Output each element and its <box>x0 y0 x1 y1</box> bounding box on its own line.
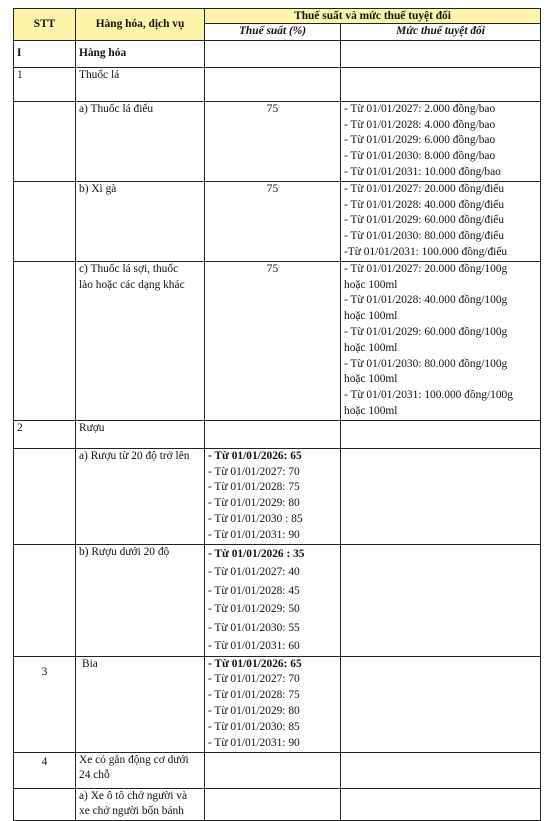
absolute-line: - Từ 01/01/2030: 80.000 đồng/điếu <box>344 230 505 243</box>
stt-cell <box>14 448 76 544</box>
rate-line: - Từ 01/01/2026 : 35 <box>208 547 305 560</box>
rate-cell <box>205 752 341 788</box>
absolute-cell <box>341 420 541 448</box>
table-row <box>14 448 541 544</box>
stt-cell <box>14 261 76 420</box>
stt-cell <box>14 788 76 821</box>
rate-line: - Từ 01/01/2028: 75 <box>208 481 300 494</box>
goods-label-line: c) Thuốc lá sợi, thuốc <box>79 262 179 275</box>
absolute-cell <box>341 261 541 420</box>
absolute-line: hoặc 100ml <box>344 341 398 354</box>
rate-line: - Từ 01/01/2026: 65 <box>208 449 302 462</box>
header-goods: Hàng hóa, dịch vụ <box>76 9 205 41</box>
absolute-line: hoặc 100ml <box>344 278 398 291</box>
table-row <box>14 788 541 821</box>
rate-line: - Từ 01/01/2028: 75 <box>208 689 300 702</box>
header-row <box>14 9 541 24</box>
rate-line: - Từ 01/01/2030: 55 <box>208 621 300 634</box>
header-rate-group: Thuế suất và mức thuế tuyệt đối <box>205 9 541 24</box>
absolute-cell <box>341 67 541 101</box>
header-absolute: Mức thuế tuyệt đối <box>341 24 541 41</box>
rate-line: - Từ 01/01/2029: 50 <box>208 603 300 616</box>
rate-line: - Từ 01/01/2027: 70 <box>208 673 300 686</box>
absolute-cell <box>341 788 541 821</box>
rate-cell: 75 <box>205 101 341 181</box>
header-stt: STT <box>14 9 76 41</box>
absolute-cell <box>341 40 541 67</box>
absolute-line: - Từ 01/01/2031: 100.000 đồng/100g <box>344 389 513 402</box>
rate-line: - Từ 01/01/2029: 80 <box>208 704 300 717</box>
goods-label-line: Xe có gắn động cơ dưới <box>79 753 189 766</box>
goods-cell: a) Rượu từ 20 độ trở lên <box>76 448 205 544</box>
goods-cell: Bia <box>76 656 205 752</box>
goods-cell <box>76 261 205 420</box>
goods-cell: b) Xì gà <box>76 181 205 261</box>
rate-line: - Từ 01/01/2031: 90 <box>208 528 300 541</box>
rate-cell <box>205 544 341 656</box>
rate-cell <box>205 788 341 821</box>
absolute-line: hoặc 100ml <box>344 404 398 417</box>
goods-cell: Thuốc lá <box>76 67 205 101</box>
stt-cell: I <box>14 40 76 67</box>
stt-cell <box>14 101 76 181</box>
stt-cell: 4 <box>14 752 76 788</box>
absolute-line: - Từ 01/01/2028: 4.000 đồng/bao <box>344 118 496 131</box>
absolute-line: hoặc 100ml <box>344 310 398 323</box>
table-row <box>14 261 541 420</box>
table-row <box>14 181 541 261</box>
stt-cell <box>14 181 76 261</box>
goods-label-line: lào hoặc các dạng khác <box>79 278 185 291</box>
goods-label-line: 24 chỗ <box>79 769 110 782</box>
table-row <box>14 420 541 448</box>
absolute-cell <box>341 101 541 181</box>
absolute-line: hoặc 100ml <box>344 373 398 386</box>
rate-cell <box>205 448 341 544</box>
absolute-cell <box>341 181 541 261</box>
rate-line: - Từ 01/01/2026: 65 <box>208 657 302 670</box>
table-row <box>14 656 541 752</box>
rate-cell <box>205 67 341 101</box>
absolute-cell <box>341 448 541 544</box>
goods-cell: Hàng hóa <box>76 40 205 67</box>
stt-cell <box>14 544 76 656</box>
goods-cell: a) Thuốc lá điếu <box>76 101 205 181</box>
absolute-line: - Từ 01/01/2031: 10.000 đồng/bao <box>344 165 501 178</box>
rate-line: - Từ 01/01/2030 : 85 <box>208 512 303 525</box>
absolute-line: - Từ 01/01/2029: 60.000 đồng/điếu <box>344 214 505 227</box>
goods-cell: b) Rượu dưới 20 độ <box>76 544 205 656</box>
goods-cell <box>76 788 205 821</box>
absolute-line: -Từ 01/01/2031: 100.000 đồng/điếu <box>344 245 508 258</box>
rate-cell <box>205 40 341 67</box>
stt-cell: 3 <box>14 656 76 752</box>
rate-cell: 75 <box>205 181 341 261</box>
table-row <box>14 67 541 101</box>
absolute-line: - Từ 01/01/2027: 20.000 đồng/điếu <box>344 182 505 195</box>
absolute-line: - Từ 01/01/2030: 80.000 đồng/100g <box>344 357 508 370</box>
goods-label-line: xe chở người bốn bánh <box>79 805 184 818</box>
rate-cell: 75 <box>205 261 341 420</box>
table-row <box>14 40 541 67</box>
absolute-cell <box>341 656 541 752</box>
absolute-line: - Từ 01/01/2027: 20.000 đồng/100g <box>344 262 508 275</box>
goods-label-line: a) Xe ô tô chở người và <box>79 789 188 802</box>
absolute-line: - Từ 01/01/2029: 6.000 đồng/bao <box>344 134 496 147</box>
rate-line: - Từ 01/01/2028: 45 <box>208 584 300 597</box>
stt-cell: 1 <box>14 67 76 101</box>
absolute-line: - Từ 01/01/2028: 40.000 đồng/điếu <box>344 198 505 211</box>
absolute-line: - Từ 01/01/2029: 60.000 đồng/100g <box>344 325 508 338</box>
table-row <box>14 752 541 788</box>
rate-line: - Từ 01/01/2030: 85 <box>208 720 300 733</box>
table-row <box>14 101 541 181</box>
rate-line: - Từ 01/01/2027: 70 <box>208 465 300 478</box>
absolute-line: - Từ 01/01/2027: 2.000 đồng/bao <box>344 102 496 115</box>
rate-line: - Từ 01/01/2029: 80 <box>208 497 300 510</box>
rate-line: - Từ 01/01/2031: 60 <box>208 640 300 653</box>
goods-cell: Rượu <box>76 420 205 448</box>
absolute-cell <box>341 544 541 656</box>
rate-line: - Từ 01/01/2031: 90 <box>208 736 300 749</box>
rate-cell <box>205 420 341 448</box>
absolute-cell <box>341 752 541 788</box>
absolute-line: - Từ 01/01/2028: 40.000 đồng/100g <box>344 294 508 307</box>
tax-rate-table <box>13 8 541 821</box>
rate-line: - Từ 01/01/2027: 40 <box>208 566 300 579</box>
absolute-line: - Từ 01/01/2030: 8.000 đồng/bao <box>344 150 496 163</box>
goods-cell <box>76 752 205 788</box>
stt-cell: 2 <box>14 420 76 448</box>
rate-cell <box>205 656 341 752</box>
table-row <box>14 544 541 656</box>
header-rate: Thuế suất (%) <box>205 24 341 41</box>
